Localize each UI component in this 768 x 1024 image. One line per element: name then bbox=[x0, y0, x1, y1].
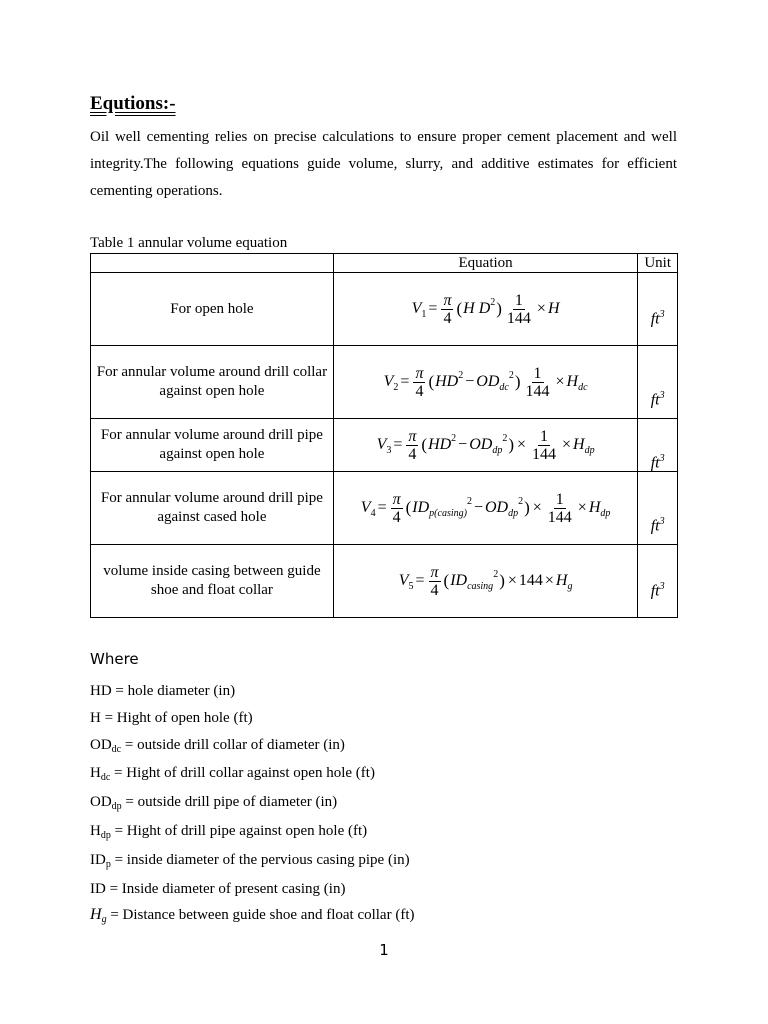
row-description: For annular volume around drill collar against open hole bbox=[91, 346, 334, 419]
unit-cell bbox=[638, 346, 678, 419]
header-unit: Unit bbox=[638, 254, 678, 273]
table-row bbox=[91, 545, 678, 618]
table-row bbox=[91, 472, 678, 545]
table-caption: Table 1 annular volume equation bbox=[90, 235, 288, 251]
equation-v5: V 5 = $\frac{\pi}{4}$ ( ID casing 2 ) × 144 × H g bbox=[333, 545, 637, 618]
equation-v4: V 4 = $\frac{\pi}{4}$ ( ID p(casing) 2 − OD dp 2 ) × $\frac{1}{144}$ × H dp bbox=[333, 472, 637, 545]
unit-cell bbox=[638, 419, 678, 472]
list-item: H = Hight of open hole (ft) bbox=[90, 709, 253, 726]
unit-label: $ft^3$ bbox=[650, 453, 665, 472]
where-label: Where bbox=[90, 650, 139, 668]
definitions-list bbox=[90, 678, 415, 931]
equation-v1: V 1 = $\frac{\pi}{4}$ ( H D 2 ) $\frac{1}{144}$ × H bbox=[333, 273, 637, 346]
row-description: For annular volume around drill pipe against cased hole bbox=[91, 472, 334, 545]
page-number: 1 bbox=[379, 941, 389, 959]
header-description bbox=[91, 254, 334, 273]
table-row bbox=[91, 273, 678, 346]
table-header-row bbox=[91, 254, 678, 273]
unit-cell bbox=[638, 472, 678, 545]
equation-v2: V 2 = $\frac{\pi}{4}$ ( HD 2 − OD dc 2 ) $\frac{1}{144}$ × H dc bbox=[333, 346, 637, 419]
list-item: $OD_{dc}$ = outside drill collar of diameter (in) bbox=[90, 736, 345, 755]
row-description: For open hole bbox=[91, 273, 334, 346]
page-title: Equtions:- bbox=[90, 93, 176, 114]
unit-label: $ft^3$ bbox=[650, 309, 665, 328]
unit-label: $ft^3$ bbox=[650, 516, 665, 535]
header-equation: Equation bbox=[333, 254, 637, 273]
list-item: $OD_{dp}$ = outside drill pipe of diameter (in) bbox=[90, 794, 338, 813]
list-item: ID = Inside diameter of present casing (in) bbox=[90, 880, 346, 897]
row-description: For annular volume around drill pipe against open hole bbox=[91, 419, 334, 472]
intro-paragraph: Oil well cementing relies on precise calculations to ensure proper cement placement and well integrity.The following equations guide volume, slurry, and additive estimates for efficient cementing operations. bbox=[90, 129, 677, 199]
list-item: HD = hole diameter (in) bbox=[90, 683, 236, 699]
unit-cell bbox=[638, 545, 678, 618]
row-description: volume inside casing between guide shoe and float collar bbox=[91, 545, 334, 618]
table-row bbox=[91, 419, 678, 472]
unit-label: $ft^3$ bbox=[650, 390, 665, 409]
list-item: $ID_p$ = inside diameter of the pervious casing pipe (in) bbox=[90, 851, 410, 870]
unit-label: $ft^3$ bbox=[650, 581, 665, 600]
equation-table bbox=[90, 253, 678, 618]
list-item: $H_{dp}$ = Hight of drill pipe against open hole (ft) bbox=[90, 822, 368, 841]
table-row bbox=[91, 346, 678, 419]
list-item: $H_{dc}$ = Hight of drill collar against open hole (ft) bbox=[90, 765, 375, 784]
list-item: Hg = Distance between guide shoe and float collar (ft) bbox=[90, 906, 415, 926]
equation-v3: V 3 = $\frac{\pi}{4}$ ( HD 2 − OD dp 2 ) × $\frac{1}{144}$ × H dp bbox=[333, 419, 637, 472]
unit-cell bbox=[638, 273, 678, 346]
